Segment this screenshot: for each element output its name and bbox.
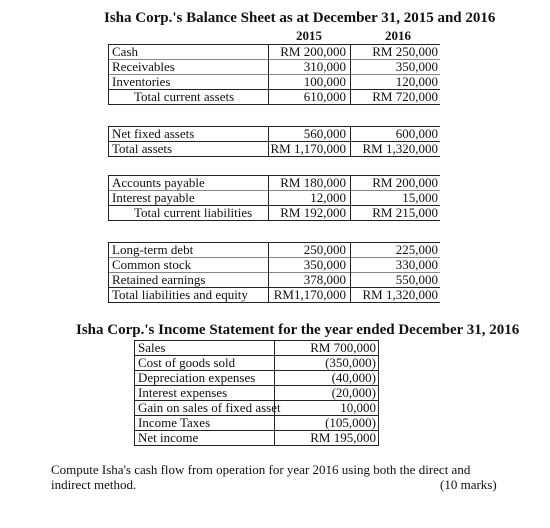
row-value: RM 195,000 xyxy=(310,430,376,445)
table-row xyxy=(0,242,550,257)
value-2015: 250,000 xyxy=(303,242,346,257)
question-text-line2: indirect method. xyxy=(51,477,137,492)
table-row xyxy=(0,89,550,104)
table-row xyxy=(0,400,550,415)
table-row xyxy=(0,430,550,445)
value-2015: RM1,170,000 xyxy=(273,287,346,302)
table-row xyxy=(0,385,550,400)
value-2015: RM 1,170,000 xyxy=(270,141,346,156)
row-label: Long-term debt xyxy=(112,242,194,257)
row-label: Net income xyxy=(138,430,199,445)
row-label: Total current assets xyxy=(134,89,235,104)
row-label: Net fixed assets xyxy=(112,126,195,141)
year-2015-header: 2015 xyxy=(296,28,322,43)
row-label: Inventories xyxy=(112,74,171,89)
row-label: Sales xyxy=(138,340,166,355)
year-2016-header: 2016 xyxy=(385,28,411,43)
value-2015: 610,000 xyxy=(303,89,346,104)
value-2016: 550,000 xyxy=(395,272,438,287)
table-rule xyxy=(134,445,379,446)
row-label: Total current liabilities xyxy=(134,205,253,220)
value-2015: RM 192,000 xyxy=(280,205,346,220)
row-value: (20,000) xyxy=(331,385,376,400)
row-label: Depreciation expenses xyxy=(138,370,256,385)
table-rule xyxy=(108,302,440,303)
table-row xyxy=(0,205,550,220)
table-row xyxy=(0,287,550,302)
row-label: Income Taxes xyxy=(138,415,211,430)
value-2016: RM 200,000 xyxy=(372,175,438,190)
value-2016: 600,000 xyxy=(395,126,438,141)
table-row xyxy=(0,272,550,287)
balance-sheet-title: Isha Corp.'s Balance Sheet as at December 31, 2015 and 2016 xyxy=(104,10,496,26)
row-label: Interest payable xyxy=(112,190,195,205)
table-rule xyxy=(108,220,440,221)
table-row xyxy=(0,370,550,385)
value-2015: 378,000 xyxy=(303,272,346,287)
table-row xyxy=(0,190,550,205)
value-2016: 350,000 xyxy=(395,59,438,74)
value-2016: RM 1,320,000 xyxy=(362,287,438,302)
row-label: Cash xyxy=(112,44,138,59)
value-2015: 560,000 xyxy=(303,126,346,141)
table-row xyxy=(0,340,550,355)
value-2015: RM 180,000 xyxy=(280,175,346,190)
table-row xyxy=(0,44,550,59)
value-2015: 310,000 xyxy=(303,59,346,74)
row-label: Retained earnings xyxy=(112,272,206,287)
row-value: 10,000 xyxy=(340,400,376,415)
row-label: Common stock xyxy=(112,257,192,272)
table-rule xyxy=(108,156,440,157)
table-row xyxy=(0,74,550,89)
row-label: Total assets xyxy=(112,141,173,156)
value-2015: 12,000 xyxy=(310,190,346,205)
row-label: Total liabilities and equity xyxy=(112,287,248,302)
table-row xyxy=(0,355,550,370)
value-2016: RM 250,000 xyxy=(372,44,438,59)
table-rule xyxy=(108,104,440,105)
row-label: Accounts payable xyxy=(112,175,205,190)
row-label: Gain on sales of fixed asset xyxy=(138,400,281,415)
row-label: Cost of goods sold xyxy=(138,355,236,370)
value-2016: RM 1,320,000 xyxy=(362,141,438,156)
table-row xyxy=(0,257,550,272)
row-value: (40,000) xyxy=(331,370,376,385)
question-text: Compute Isha's cash flow from operation for year 2016 using both the direct and xyxy=(51,462,471,477)
value-2015: RM 200,000 xyxy=(280,44,346,59)
table-row xyxy=(0,415,550,430)
row-value: (105,000) xyxy=(325,415,376,430)
value-2016: 330,000 xyxy=(395,257,438,272)
row-label: Interest expenses xyxy=(138,385,228,400)
value-2016: 225,000 xyxy=(395,242,438,257)
marks-label: (10 marks) xyxy=(440,477,497,492)
value-2016: RM 720,000 xyxy=(372,89,438,104)
table-row xyxy=(0,175,550,190)
value-2016: 15,000 xyxy=(402,190,438,205)
row-value: RM 700,000 xyxy=(310,340,376,355)
table-row xyxy=(0,141,550,156)
table-row xyxy=(0,126,550,141)
row-value: (350,000) xyxy=(325,355,376,370)
value-2016: RM 215,000 xyxy=(372,205,438,220)
income-statement-title: Isha Corp.'s Income Statement for the year ended December 31, 2016 xyxy=(76,322,520,338)
value-2015: 100,000 xyxy=(303,74,346,89)
row-label: Receivables xyxy=(112,59,175,74)
table-row xyxy=(0,59,550,74)
value-2016: 120,000 xyxy=(395,74,438,89)
value-2015: 350,000 xyxy=(303,257,346,272)
